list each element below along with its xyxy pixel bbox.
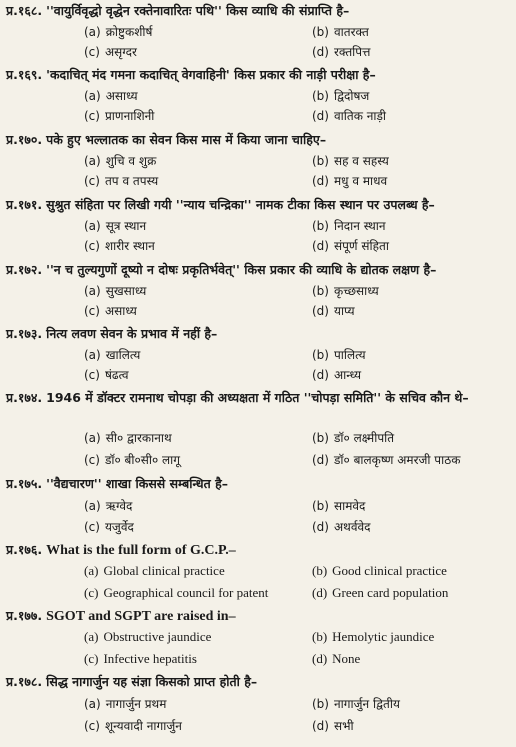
option-176-a[interactable]: (a) Global clinical practice bbox=[84, 563, 225, 578]
option-170-a[interactable]: (a) शुचि व शुक्र bbox=[84, 154, 157, 168]
option-177-a[interactable]: (a) Obstructive jaundice bbox=[84, 629, 212, 644]
question-170 bbox=[6, 131, 510, 148]
option-178-c[interactable]: (c) शून्यवादी नागार्जुन bbox=[84, 719, 182, 733]
option-174-d[interactable]: (d) डॉ० बालकृष्ण अमरजी पाठक bbox=[312, 453, 461, 467]
question-168-text: प्र.१६८. ''वायुर्विवृद्धो वृद्धेन रक्तेनावारितः पथि'' किस व्याधि की संप्राप्ति है– bbox=[6, 3, 350, 18]
question-176 bbox=[6, 541, 510, 559]
question-177 bbox=[6, 607, 510, 625]
option-170-c[interactable]: (c) तप व तपस्य bbox=[84, 174, 159, 188]
option-168-a[interactable]: (a) क्रोष्टुकशीर्ष bbox=[84, 25, 153, 39]
option-178-b[interactable]: (b) नागार्जुन द्वितीय bbox=[312, 697, 400, 711]
question-175 bbox=[6, 475, 510, 492]
question-169 bbox=[6, 66, 510, 83]
option-168-b[interactable]: (b) वातरक्त bbox=[312, 25, 369, 39]
question-171-text: प्र.१७१. सुश्रुत संहिता पर लिखी गयी ''न्याय चन्द्रिका'' नामक टीका किस स्थान पर उपलब्ध है– bbox=[6, 197, 435, 212]
option-174-a[interactable]: (a) सी० द्वारकानाथ bbox=[84, 431, 172, 445]
option-174-c[interactable]: (c) डॉ० बी०सी० लागू bbox=[84, 453, 181, 467]
option-169-c[interactable]: (c) प्राणनाशिनी bbox=[84, 109, 155, 123]
option-178-d[interactable]: (d) सभी bbox=[312, 719, 354, 733]
question-169-text: प्र.१६९. 'कदाचित् मंद गमना कदाचित् वेगवाहिनी' किस प्रकार की नाड़ी परीक्षा है– bbox=[6, 67, 376, 82]
question-178-text: प्र.१७८. सिद्ध नागार्जुन यह संज्ञा किसको प्राप्त होती है– bbox=[6, 674, 258, 689]
option-172-c[interactable]: (c) असाध्य bbox=[84, 304, 137, 318]
option-175-b[interactable]: (b) सामवेद bbox=[312, 499, 366, 513]
option-177-b[interactable]: (b) Hemolytic jaundice bbox=[312, 629, 435, 644]
question-174 bbox=[6, 389, 510, 406]
option-171-b[interactable]: (b) निदान स्थान bbox=[312, 219, 386, 233]
option-168-d[interactable]: (d) रक्तपित्त bbox=[312, 45, 371, 59]
option-168-c[interactable]: (c) असृग्दर bbox=[84, 45, 137, 59]
option-170-b[interactable]: (b) सह व सहस्य bbox=[312, 154, 389, 168]
option-178-a[interactable]: (a) नागार्जुन प्रथम bbox=[84, 697, 167, 711]
option-172-b[interactable]: (b) कृच्छसाध्य bbox=[312, 284, 379, 298]
option-175-c[interactable]: (c) यजुर्वेद bbox=[84, 520, 134, 534]
question-174-text: प्र.१७४. 1946 में डॉक्टर रामनाथ चोपड़ा की अध्यक्षता में गठित ''चोपड़ा समिति'' के सचिव कौन थे– bbox=[6, 390, 469, 405]
question-170-text: प्र.१७०. पके हुए भल्लातक का सेवन किस मास में किया जाना चाहिए– bbox=[6, 132, 327, 147]
question-173 bbox=[6, 325, 510, 342]
question-178 bbox=[6, 673, 510, 690]
option-177-d[interactable]: (d) None bbox=[312, 651, 361, 666]
question-168 bbox=[6, 2, 510, 19]
option-175-d[interactable]: (d) अथर्ववेद bbox=[312, 520, 371, 534]
option-171-d[interactable]: (d) संपूर्ण संहिता bbox=[312, 239, 389, 253]
option-174-b[interactable]: (b) डॉ० लक्ष्मीपति bbox=[312, 431, 395, 445]
question-173-text: प्र.१७३. नित्य लवण सेवन के प्रभाव में नहीं है– bbox=[6, 326, 218, 341]
question-171 bbox=[6, 196, 510, 213]
option-173-d[interactable]: (d) आन्ध्य bbox=[312, 368, 362, 382]
option-171-a[interactable]: (a) सूत्र स्थान bbox=[84, 219, 147, 233]
question-176-text: प्र.१७६. What is the full form of G.C.P.– bbox=[6, 542, 236, 558]
option-176-d[interactable]: (d) Green card population bbox=[312, 585, 449, 600]
option-176-b[interactable]: (b) Good clinical practice bbox=[312, 563, 447, 578]
option-172-d[interactable]: (d) याप्य bbox=[312, 304, 355, 318]
option-170-d[interactable]: (d) मधु व माधव bbox=[312, 174, 388, 188]
question-177-text: प्र.१७७. SGOT and SGPT are raised in– bbox=[6, 608, 236, 624]
question-175-text: प्र.१७५. ''वैद्यचारण'' शाखा किससे सम्बन्धित है– bbox=[6, 476, 228, 491]
option-173-b[interactable]: (b) पालित्य bbox=[312, 348, 366, 362]
option-171-c[interactable]: (c) शारीर स्थान bbox=[84, 239, 155, 253]
option-172-a[interactable]: (a) सुखसाध्य bbox=[84, 284, 147, 298]
option-173-c[interactable]: (c) षंढत्व bbox=[84, 368, 129, 382]
option-169-d[interactable]: (d) वातिक नाड़ी bbox=[312, 109, 387, 123]
option-173-a[interactable]: (a) खालित्य bbox=[84, 348, 141, 362]
option-176-c[interactable]: (c) Geographical council for patent bbox=[84, 585, 269, 600]
option-177-c[interactable]: (c) Infective hepatitis bbox=[84, 651, 197, 666]
question-172 bbox=[6, 261, 510, 278]
option-169-b[interactable]: (b) द्विदोषज bbox=[312, 89, 370, 103]
option-175-a[interactable]: (a) ऋग्वेद bbox=[84, 499, 133, 513]
option-169-a[interactable]: (a) असाध्य bbox=[84, 89, 138, 103]
question-172-text: प्र.१७२. ''न च तुल्यगुणों दूष्यो न दोषः प्रकृतिर्भवेत्'' किस प्रकार की व्याधि के द्योतक लक्षण है– bbox=[6, 262, 437, 277]
